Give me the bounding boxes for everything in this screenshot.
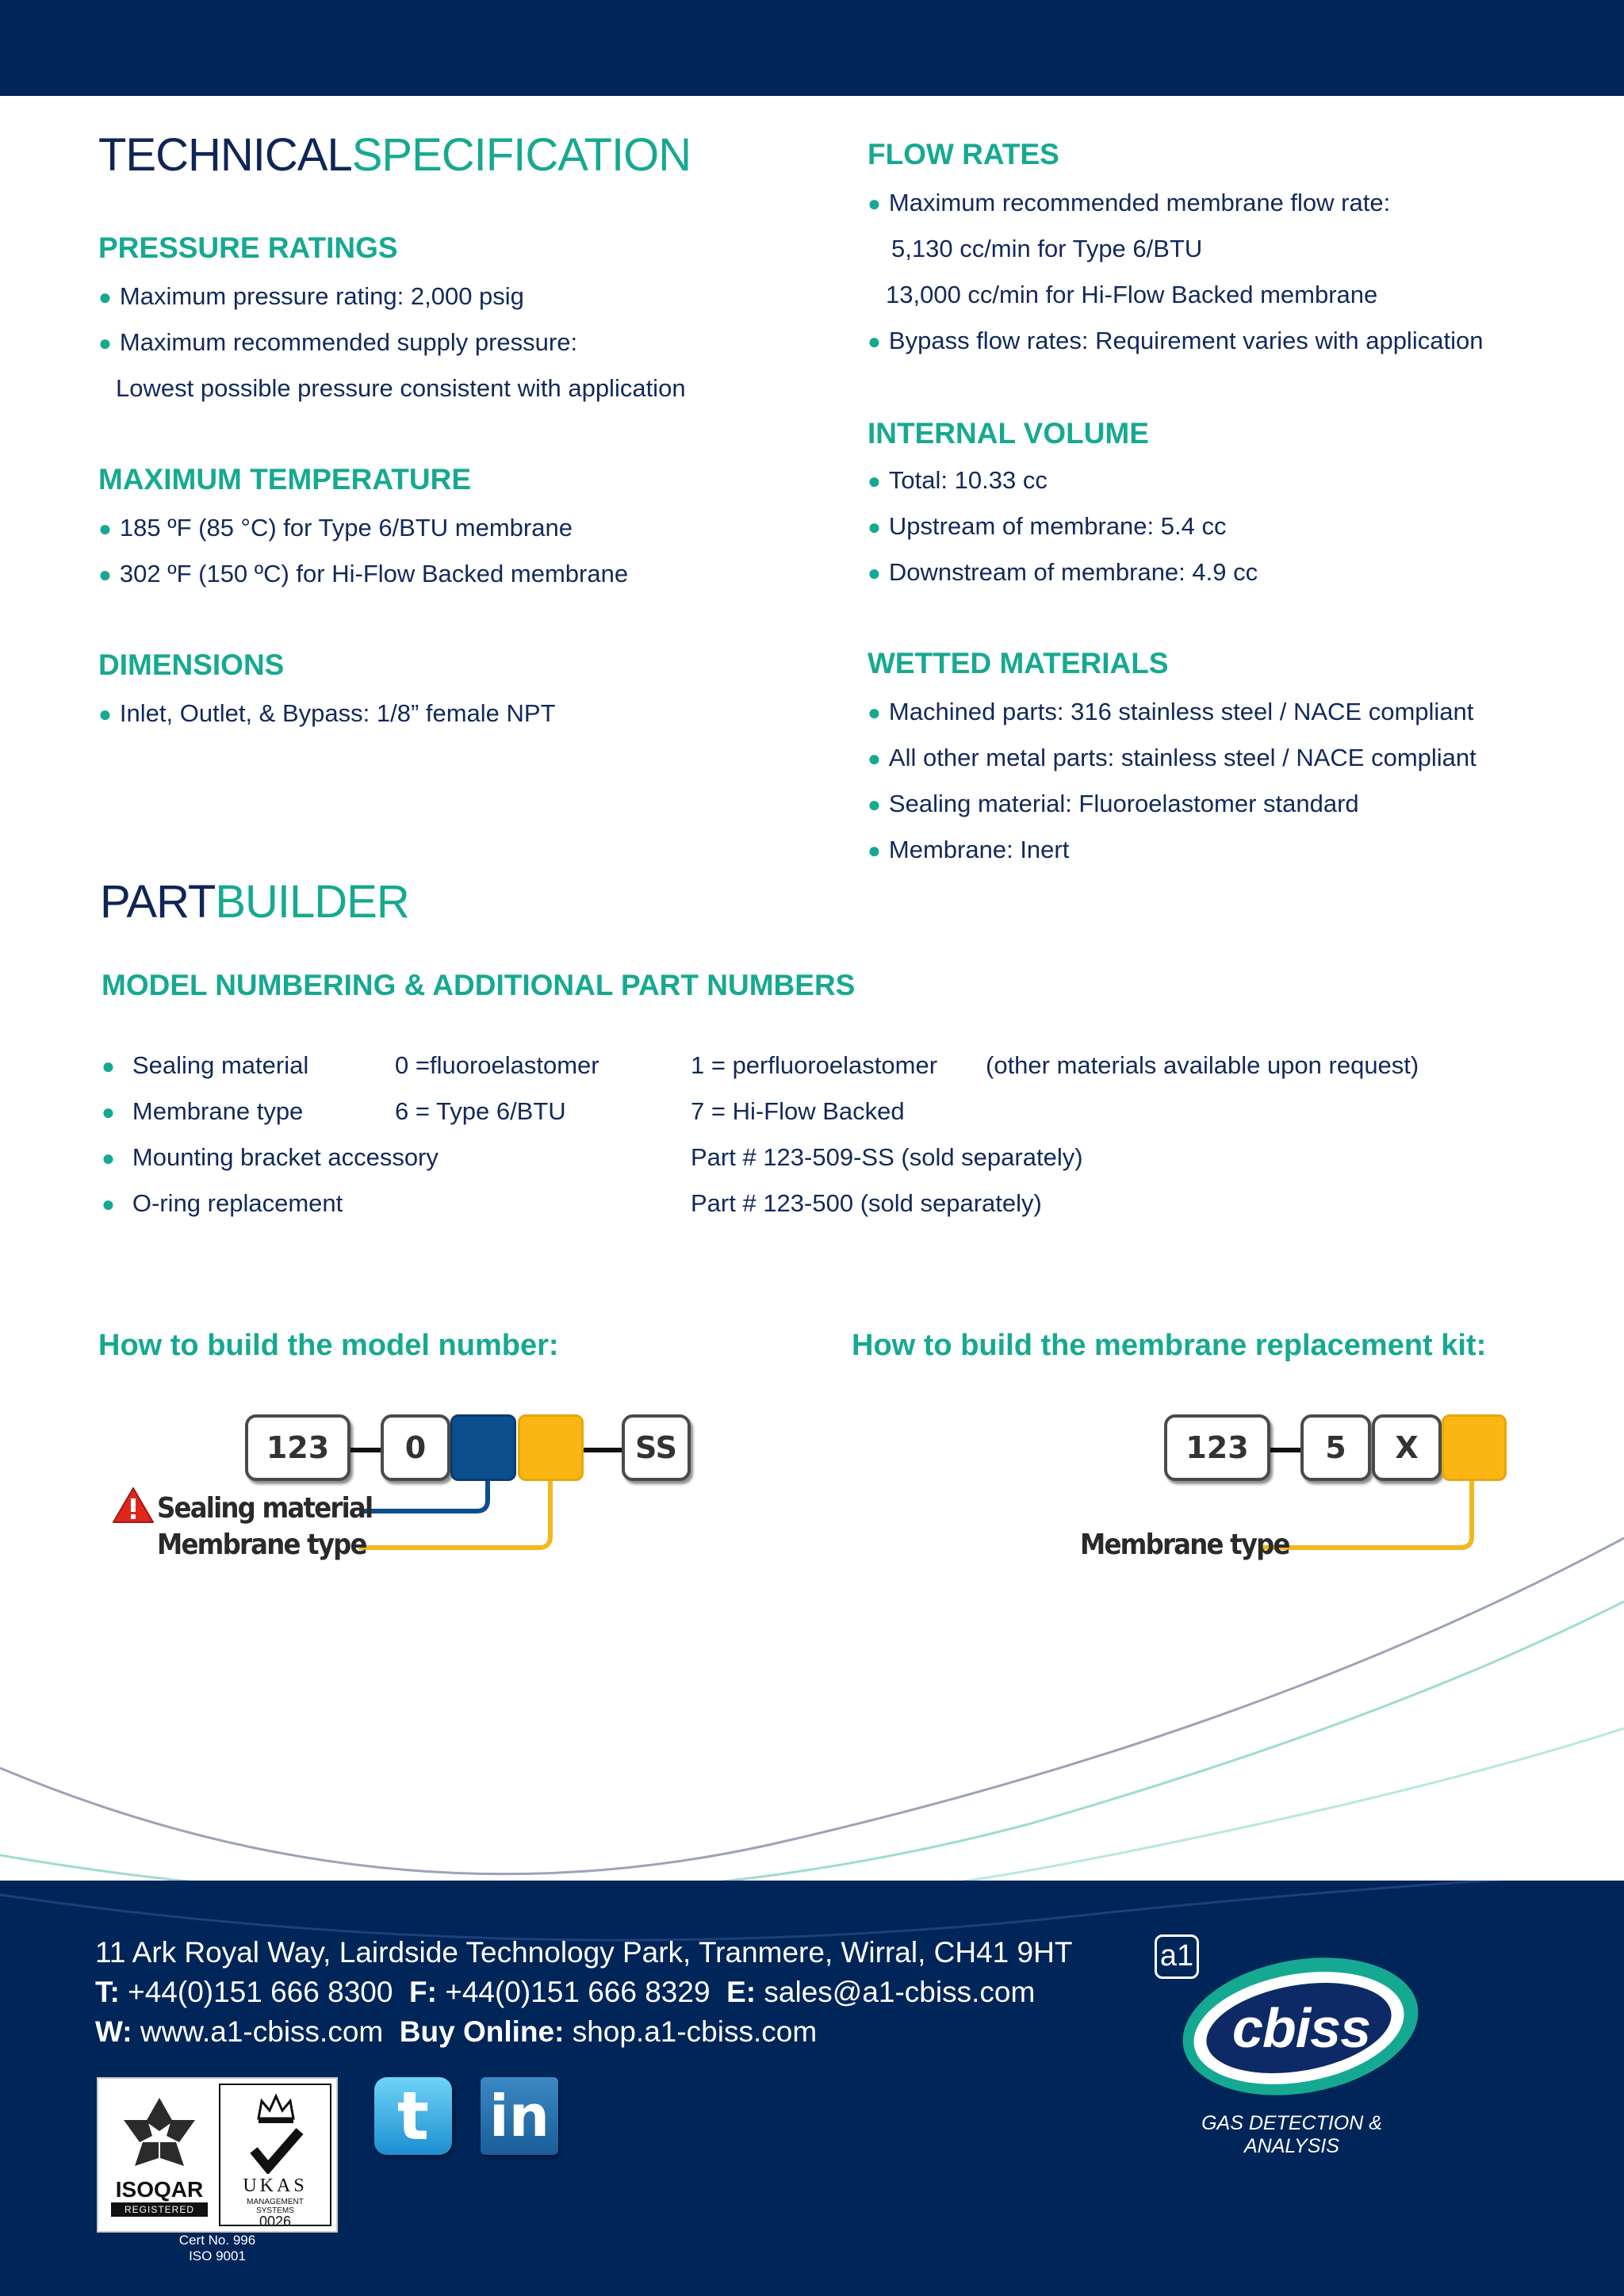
volume-item-3-text: Downstream of membrane: 4.9 cc (888, 558, 1258, 586)
bullet-icon: ● (102, 1054, 115, 1078)
builder-row-label-text: Sealing material (132, 1051, 309, 1079)
builder-row-opt1: 0 =fluoroelastomer (395, 1051, 599, 1079)
model-box-yellow (518, 1414, 584, 1481)
temperature-heading: MAXIMUM TEMPERATURE (98, 463, 472, 496)
materials-item-4-text: Membrane: Inert (888, 836, 1070, 863)
bullet-icon: ● (98, 285, 112, 309)
bullet-icon: ● (98, 331, 112, 355)
kit-box-x: X (1372, 1414, 1442, 1481)
builder-title-part-b: BUILDER (215, 876, 409, 928)
kit-diagram-heading: How to build the membrane replacement kit: (852, 1329, 1487, 1362)
bullet-icon: ● (98, 516, 112, 541)
ukas-sub-1: MANAGEMENT (247, 2198, 304, 2206)
brand-tagline: GAS DETECTION & ANALYSIS (1201, 2112, 1382, 2157)
volume-item-1 (868, 466, 1048, 495)
temperature-item-1-text: 185 ºF (85 °C) for Type 6/BTU membrane (119, 514, 573, 541)
builder-row-label-text: Membrane type (132, 1097, 304, 1125)
bullet-icon: ● (868, 746, 881, 771)
volume-item-2-text: Upstream of membrane: 5.4 cc (888, 512, 1227, 540)
kit-box-123: 123 (1164, 1414, 1270, 1481)
phone-label: T: (95, 1976, 120, 2008)
materials-item-2 (868, 744, 1477, 772)
flow-item-1-text: Maximum recommended membrane flow rate: (888, 189, 1391, 216)
email-link[interactable]: sales@a1-cbiss.com (764, 1976, 1036, 2008)
tech-title-part-a: TECHNICAL (98, 129, 352, 181)
builder-row-opt2: Part # 123-500 (sold separately) (691, 1189, 1042, 1217)
bullet-icon: ● (102, 1146, 115, 1170)
bullet-icon: ● (98, 702, 112, 726)
model-label-sealing: Sealing material (157, 1492, 373, 1525)
ukas-number: 0026 (259, 2214, 292, 2229)
fax-value: +44(0)151 666 8329 (445, 1976, 710, 2008)
model-box-ss: SS (622, 1414, 691, 1481)
materials-heading: WETTED MATERIALS (868, 647, 1169, 679)
kit-box-5: 5 (1300, 1414, 1371, 1481)
checkmark-icon (249, 2126, 304, 2174)
volume-heading: INTERNAL VOLUME (868, 417, 1149, 450)
kit-dash (1267, 1448, 1303, 1452)
pressure-item-2 (98, 328, 577, 357)
linkedin-icon[interactable]: in (481, 2077, 558, 2155)
builder-row-opt2: Part # 123-509-SS (sold separately) (691, 1143, 1083, 1171)
pressure-item-1-text: Maximum pressure rating: 2,000 psig (119, 282, 524, 310)
temperature-item-2 (98, 560, 628, 588)
tech-title-part-b: SPECIFICATION (351, 129, 691, 181)
flow-item-2 (868, 327, 1483, 355)
registered-text: REGISTERED (111, 2202, 208, 2217)
bullet-icon: ● (868, 515, 881, 539)
materials-item-3 (868, 790, 1359, 818)
flow-item-1-cont-2: 13,000 cc/min for Hi-Flow Backed membrane (886, 281, 1378, 308)
model-box-123: 123 (245, 1414, 350, 1481)
tech-spec-title (98, 128, 691, 182)
footer-address: 11 Ark Royal Way, Lairdside Technology Park, Tranmere, Wirral, CH41 9HT (95, 1936, 1073, 1969)
bullet-icon: ● (868, 700, 881, 725)
cbiss-logo-text: cbiss (1232, 1997, 1370, 2059)
fax-label: F: (409, 1976, 437, 2008)
flow-item-1 (868, 189, 1390, 217)
a1-logo-text: a1 (1159, 1939, 1194, 1973)
builder-subheading: MODEL NUMBERING & ADDITIONAL PART NUMBERS (102, 969, 856, 1001)
builder-row-label-text: O-ring replacement (132, 1189, 343, 1217)
part-builder-title (100, 875, 409, 928)
model-label-membrane: Membrane type (157, 1529, 366, 1561)
materials-item-4 (868, 836, 1069, 864)
ukas-text: UKAS (243, 2175, 308, 2196)
bullet-icon: ● (868, 792, 881, 817)
volume-item-1-text: Total: 10.33 cc (888, 466, 1048, 494)
footer-web (95, 2015, 817, 2049)
bullet-icon: ● (868, 838, 881, 863)
builder-row-label (102, 1143, 439, 1172)
builder-row-opt2: 7 = Hi-Flow Backed (691, 1097, 905, 1125)
bullet-icon: ● (868, 329, 881, 354)
model-dash-2 (580, 1448, 622, 1452)
builder-title-part-a: PART (100, 876, 216, 928)
web-label: W: (95, 2015, 132, 2048)
kit-box-yellow (1442, 1414, 1507, 1481)
builder-row-opt2: 1 = perfluoroelastomer (691, 1051, 938, 1079)
twitter-icon[interactable]: t (374, 2077, 452, 2155)
pressure-item-2-text: Maximum recommended supply pressure: (119, 328, 578, 356)
bullet-icon: ● (102, 1192, 115, 1216)
model-box-sealing: 0 (381, 1414, 450, 1481)
isoqar-text: ISOQAR (115, 2177, 204, 2202)
builder-row-note: (other materials available upon request) (986, 1051, 1419, 1079)
crown-icon (254, 2091, 298, 2125)
email-label: E: (726, 1976, 756, 2008)
shop-link[interactable]: shop.a1-cbiss.com (572, 2015, 818, 2048)
pressure-heading: PRESSURE RATINGS (98, 232, 398, 264)
footer-curve (0, 1881, 1624, 1944)
bullet-icon: ● (868, 561, 881, 585)
model-box-blue (450, 1414, 516, 1481)
bullet-icon: ● (868, 469, 881, 493)
builder-row-label (102, 1097, 303, 1126)
website-link[interactable]: www.a1-cbiss.com (140, 2015, 384, 2048)
builder-row-label-text: Mounting bracket accessory (132, 1143, 439, 1171)
builder-row-label (102, 1051, 308, 1080)
kit-label-membrane: Membrane type (1080, 1529, 1289, 1561)
volume-item-3 (868, 558, 1258, 587)
buy-online-label: Buy Online: (399, 2015, 565, 2048)
footer-contacts (95, 1976, 1035, 2009)
pressure-item-1 (98, 282, 524, 311)
materials-item-2-text: All other metal parts: stainless steel / NACE compliant (888, 744, 1477, 771)
cert-number: Cert No. 996 (178, 2233, 256, 2248)
flow-item-1-cont-1: 5,130 cc/min for Type 6/BTU (891, 235, 1203, 262)
builder-row-opt1: 6 = Type 6/BTU (395, 1097, 566, 1125)
dimensions-item-1-text: Inlet, Outlet, & Bypass: 1/8” female NPT (119, 699, 556, 727)
bullet-icon: ● (868, 191, 881, 216)
materials-item-3-text: Sealing material: Fluoroelastomer standard (888, 790, 1359, 817)
materials-item-1-text: Machined parts: 316 stainless steel / NACE compliant (888, 698, 1474, 725)
builder-row-label (102, 1189, 343, 1218)
temperature-item-1 (98, 514, 573, 542)
bullet-icon: ● (98, 562, 112, 587)
flow-item-2-text: Bypass flow rates: Requirement varies with application (888, 327, 1484, 354)
dimensions-heading: DIMENSIONS (98, 649, 285, 681)
dimensions-item-1 (98, 699, 556, 728)
model-diagram-heading: How to build the model number: (98, 1329, 559, 1362)
materials-item-1 (868, 698, 1473, 726)
volume-item-2 (868, 512, 1226, 541)
top-banner (0, 0, 1624, 96)
flow-heading: FLOW RATES (868, 138, 1059, 170)
temperature-item-2-text: 302 ºF (150 ºC) for Hi-Flow Backed membrane (119, 560, 629, 587)
pressure-item-2-cont: Lowest possible pressure consistent with application (116, 374, 686, 402)
certification-badge (97, 2077, 338, 2233)
bullet-icon: ● (102, 1100, 115, 1124)
phone-value[interactable]: +44(0)151 666 8300 (128, 1976, 393, 2008)
ukas-mark (219, 2084, 331, 2226)
iso-standard: ISO 9001 (189, 2248, 246, 2263)
isoqar-flower-icon (108, 2090, 211, 2177)
ukas-sub-2: SYSTEMS (256, 2206, 294, 2215)
